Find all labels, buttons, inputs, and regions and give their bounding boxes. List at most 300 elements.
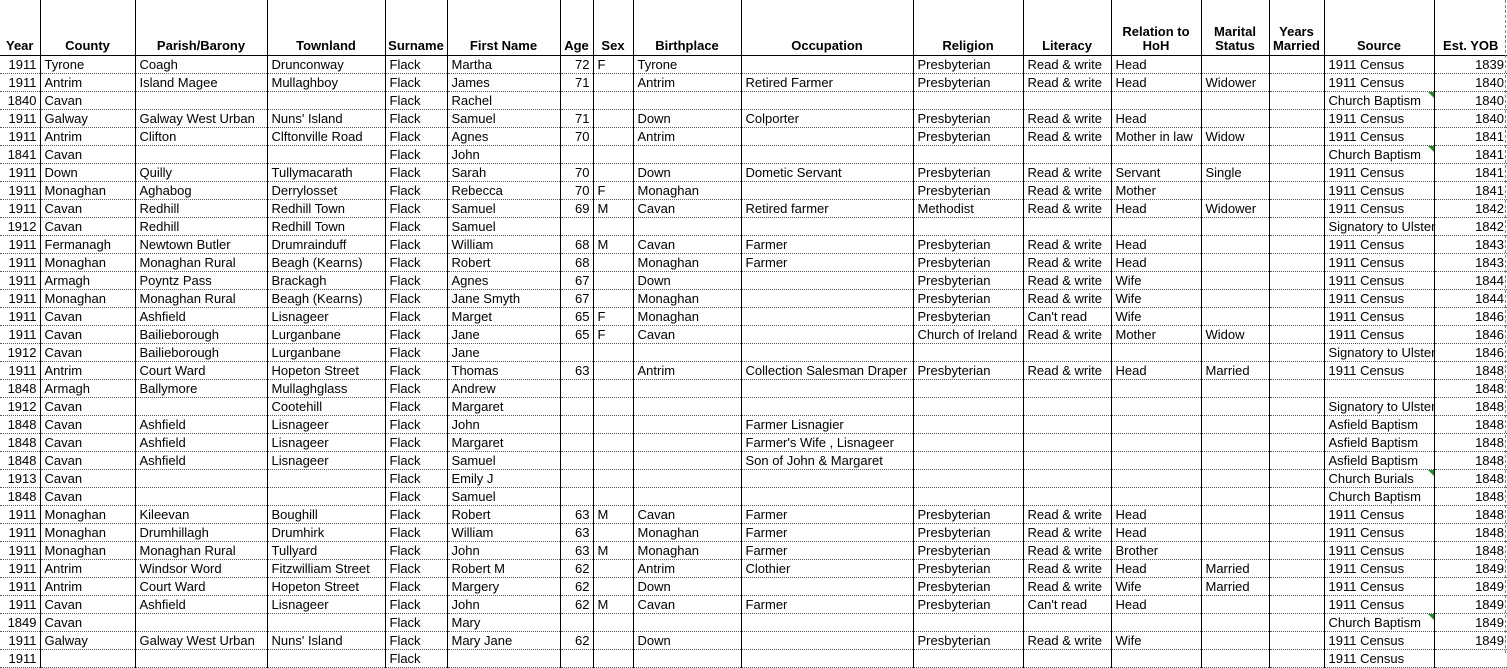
- cell-surname[interactable]: Flack: [385, 308, 447, 326]
- cell-parish-barony[interactable]: [135, 470, 267, 488]
- cell-occupation[interactable]: Retired farmer: [741, 200, 913, 218]
- cell-religion[interactable]: Presbyterian: [913, 236, 1023, 254]
- cell-est-yob[interactable]: 1846: [1434, 344, 1507, 362]
- column-header-parish-barony[interactable]: Parish/Barony: [135, 0, 267, 56]
- cell-years-married[interactable]: [1269, 254, 1324, 272]
- cell-religion[interactable]: Presbyterian: [913, 632, 1023, 650]
- cell-surname[interactable]: Flack: [385, 452, 447, 470]
- cell-sex[interactable]: [593, 452, 633, 470]
- cell-est-yob[interactable]: 1841: [1434, 182, 1507, 200]
- cell-first-name[interactable]: Samuel: [447, 488, 560, 506]
- cell-years-married[interactable]: [1269, 146, 1324, 164]
- cell-sex[interactable]: [593, 74, 633, 92]
- cell-literacy[interactable]: Read & write: [1023, 128, 1111, 146]
- cell-first-name[interactable]: Margaret: [447, 434, 560, 452]
- cell-birthplace[interactable]: [633, 614, 741, 632]
- cell-surname[interactable]: Flack: [385, 254, 447, 272]
- cell-birthplace[interactable]: [633, 416, 741, 434]
- cell-age[interactable]: [560, 434, 593, 452]
- column-header-year[interactable]: Year: [0, 0, 40, 56]
- cell-first-name[interactable]: [447, 650, 560, 668]
- cell-parish-barony[interactable]: Monaghan Rural: [135, 254, 267, 272]
- cell-surname[interactable]: Flack: [385, 362, 447, 380]
- cell-est-yob[interactable]: 1844: [1434, 272, 1507, 290]
- cell-est-yob[interactable]: 1848: [1434, 506, 1507, 524]
- cell-sex[interactable]: [593, 344, 633, 362]
- cell-county[interactable]: Cavan: [40, 452, 135, 470]
- cell-religion[interactable]: [913, 398, 1023, 416]
- cell-occupation[interactable]: [741, 650, 913, 668]
- cell-townland[interactable]: Beagh (Kearns): [267, 254, 385, 272]
- cell-birthplace[interactable]: Monaghan: [633, 182, 741, 200]
- cell-years-married[interactable]: [1269, 560, 1324, 578]
- cell-parish-barony[interactable]: Galway West Urban: [135, 632, 267, 650]
- cell-years-married[interactable]: [1269, 200, 1324, 218]
- cell-townland[interactable]: Boughill: [267, 506, 385, 524]
- cell-surname[interactable]: Flack: [385, 398, 447, 416]
- cell-relation-to-hoh[interactable]: Head: [1111, 506, 1201, 524]
- cell-birthplace[interactable]: Monaghan: [633, 542, 741, 560]
- cell-townland[interactable]: Lisnageer: [267, 452, 385, 470]
- cell-marital-status[interactable]: Widow: [1201, 326, 1269, 344]
- cell-occupation[interactable]: [741, 128, 913, 146]
- cell-surname[interactable]: Flack: [385, 560, 447, 578]
- column-header-literacy[interactable]: Literacy: [1023, 0, 1111, 56]
- cell-first-name[interactable]: Agnes: [447, 272, 560, 290]
- cell-townland[interactable]: Drumhirk: [267, 524, 385, 542]
- column-header-birthplace[interactable]: Birthplace: [633, 0, 741, 56]
- cell-occupation[interactable]: Farmer: [741, 254, 913, 272]
- column-header-religion[interactable]: Religion: [913, 0, 1023, 56]
- cell-birthplace[interactable]: Antrim: [633, 74, 741, 92]
- cell-birthplace[interactable]: Cavan: [633, 326, 741, 344]
- cell-est-yob[interactable]: 1848: [1434, 434, 1507, 452]
- cell-year[interactable]: 1912: [0, 344, 40, 362]
- cell-first-name[interactable]: Emily J: [447, 470, 560, 488]
- cell-birthplace[interactable]: [633, 380, 741, 398]
- cell-source[interactable]: Church Baptism: [1324, 146, 1434, 164]
- cell-age[interactable]: 70: [560, 182, 593, 200]
- cell-marital-status[interactable]: [1201, 470, 1269, 488]
- cell-source[interactable]: 1911 Census: [1324, 164, 1434, 182]
- cell-parish-barony[interactable]: Aghabog: [135, 182, 267, 200]
- cell-relation-to-hoh[interactable]: [1111, 218, 1201, 236]
- cell-literacy[interactable]: [1023, 218, 1111, 236]
- cell-sex[interactable]: F: [593, 326, 633, 344]
- cell-relation-to-hoh[interactable]: Head: [1111, 56, 1201, 74]
- cell-relation-to-hoh[interactable]: [1111, 416, 1201, 434]
- cell-age[interactable]: 68: [560, 254, 593, 272]
- cell-literacy[interactable]: Read & write: [1023, 578, 1111, 596]
- cell-first-name[interactable]: Martha: [447, 56, 560, 74]
- cell-est-yob[interactable]: 1848: [1434, 362, 1507, 380]
- cell-year[interactable]: 1911: [0, 524, 40, 542]
- cell-literacy[interactable]: [1023, 650, 1111, 668]
- cell-county[interactable]: Cavan: [40, 614, 135, 632]
- cell-source[interactable]: 1911 Census: [1324, 272, 1434, 290]
- cell-est-yob[interactable]: 1844: [1434, 290, 1507, 308]
- cell-years-married[interactable]: [1269, 326, 1324, 344]
- cell-age[interactable]: [560, 92, 593, 110]
- cell-est-yob[interactable]: 1849: [1434, 632, 1507, 650]
- cell-marital-status[interactable]: [1201, 380, 1269, 398]
- cell-literacy[interactable]: [1023, 344, 1111, 362]
- cell-birthplace[interactable]: Monaghan: [633, 308, 741, 326]
- cell-age[interactable]: 62: [560, 632, 593, 650]
- cell-relation-to-hoh[interactable]: Servant: [1111, 164, 1201, 182]
- cell-literacy[interactable]: Read & write: [1023, 362, 1111, 380]
- cell-sex[interactable]: F: [593, 182, 633, 200]
- cell-literacy[interactable]: [1023, 380, 1111, 398]
- cell-source[interactable]: 1911 Census: [1324, 254, 1434, 272]
- cell-marital-status[interactable]: [1201, 398, 1269, 416]
- cell-years-married[interactable]: [1269, 236, 1324, 254]
- cell-birthplace[interactable]: [633, 398, 741, 416]
- cell-first-name[interactable]: Samuel: [447, 200, 560, 218]
- cell-religion[interactable]: [913, 380, 1023, 398]
- column-header-sex[interactable]: Sex: [593, 0, 633, 56]
- cell-sex[interactable]: [593, 254, 633, 272]
- cell-surname[interactable]: Flack: [385, 236, 447, 254]
- cell-age[interactable]: [560, 380, 593, 398]
- cell-year[interactable]: 1911: [0, 74, 40, 92]
- cell-county[interactable]: Monaghan: [40, 506, 135, 524]
- cell-sex[interactable]: M: [593, 506, 633, 524]
- cell-relation-to-hoh[interactable]: Wife: [1111, 308, 1201, 326]
- cell-marital-status[interactable]: [1201, 614, 1269, 632]
- cell-county[interactable]: Cavan: [40, 218, 135, 236]
- cell-literacy[interactable]: Read & write: [1023, 506, 1111, 524]
- cell-townland[interactable]: [267, 146, 385, 164]
- cell-year[interactable]: 1911: [0, 560, 40, 578]
- cell-marital-status[interactable]: [1201, 542, 1269, 560]
- cell-literacy[interactable]: Read & write: [1023, 524, 1111, 542]
- cell-est-yob[interactable]: 1842: [1434, 218, 1507, 236]
- cell-marital-status[interactable]: [1201, 344, 1269, 362]
- cell-marital-status[interactable]: Widower: [1201, 200, 1269, 218]
- cell-year[interactable]: 1913: [0, 470, 40, 488]
- cell-occupation[interactable]: Farmer: [741, 236, 913, 254]
- cell-source[interactable]: Asfield Baptism: [1324, 452, 1434, 470]
- cell-years-married[interactable]: [1269, 632, 1324, 650]
- cell-literacy[interactable]: Read & write: [1023, 272, 1111, 290]
- cell-occupation[interactable]: [741, 488, 913, 506]
- cell-county[interactable]: Cavan: [40, 200, 135, 218]
- cell-sex[interactable]: [593, 146, 633, 164]
- cell-marital-status[interactable]: [1201, 182, 1269, 200]
- cell-years-married[interactable]: [1269, 434, 1324, 452]
- cell-townland[interactable]: Lisnageer: [267, 434, 385, 452]
- cell-sex[interactable]: M: [593, 200, 633, 218]
- cell-source[interactable]: Signatory to Ulster: [1324, 218, 1434, 236]
- cell-year[interactable]: 1911: [0, 236, 40, 254]
- cell-county[interactable]: Cavan: [40, 434, 135, 452]
- cell-first-name[interactable]: William: [447, 236, 560, 254]
- cell-county[interactable]: Monaghan: [40, 542, 135, 560]
- cell-age[interactable]: 71: [560, 74, 593, 92]
- cell-county[interactable]: Cavan: [40, 92, 135, 110]
- cell-est-yob[interactable]: 1841: [1434, 146, 1507, 164]
- cell-year[interactable]: 1841: [0, 146, 40, 164]
- cell-surname[interactable]: Flack: [385, 146, 447, 164]
- cell-townland[interactable]: Tullymacarath: [267, 164, 385, 182]
- cell-literacy[interactable]: Read & write: [1023, 236, 1111, 254]
- cell-year[interactable]: 1911: [0, 578, 40, 596]
- cell-first-name[interactable]: Marget: [447, 308, 560, 326]
- cell-age[interactable]: [560, 344, 593, 362]
- cell-source[interactable]: Church Baptism: [1324, 614, 1434, 632]
- cell-age[interactable]: 67: [560, 272, 593, 290]
- cell-est-yob[interactable]: 1848: [1434, 452, 1507, 470]
- cell-years-married[interactable]: [1269, 272, 1324, 290]
- cell-est-yob[interactable]: 1840: [1434, 92, 1507, 110]
- cell-sex[interactable]: [593, 416, 633, 434]
- cell-townland[interactable]: Clftonville Road: [267, 128, 385, 146]
- cell-occupation[interactable]: [741, 344, 913, 362]
- cell-religion[interactable]: [913, 614, 1023, 632]
- cell-religion[interactable]: Presbyterian: [913, 110, 1023, 128]
- cell-religion[interactable]: Presbyterian: [913, 290, 1023, 308]
- cell-surname[interactable]: Flack: [385, 470, 447, 488]
- cell-age[interactable]: [560, 398, 593, 416]
- cell-marital-status[interactable]: Single: [1201, 164, 1269, 182]
- cell-county[interactable]: Armagh: [40, 272, 135, 290]
- cell-est-yob[interactable]: [1434, 650, 1507, 668]
- cell-relation-to-hoh[interactable]: [1111, 146, 1201, 164]
- cell-townland[interactable]: [267, 470, 385, 488]
- cell-literacy[interactable]: [1023, 470, 1111, 488]
- cell-occupation[interactable]: Farmer: [741, 542, 913, 560]
- cell-year[interactable]: 1848: [0, 416, 40, 434]
- cell-religion[interactable]: [913, 488, 1023, 506]
- cell-occupation[interactable]: Clothier: [741, 560, 913, 578]
- cell-county[interactable]: Cavan: [40, 308, 135, 326]
- cell-religion[interactable]: Presbyterian: [913, 362, 1023, 380]
- cell-years-married[interactable]: [1269, 308, 1324, 326]
- cell-first-name[interactable]: Samuel: [447, 110, 560, 128]
- cell-marital-status[interactable]: [1201, 488, 1269, 506]
- cell-townland[interactable]: Fitzwilliam Street: [267, 560, 385, 578]
- cell-est-yob[interactable]: 1846: [1434, 326, 1507, 344]
- cell-source[interactable]: Church Baptism: [1324, 488, 1434, 506]
- cell-literacy[interactable]: Read & write: [1023, 74, 1111, 92]
- cell-source[interactable]: 1911 Census: [1324, 236, 1434, 254]
- cell-source[interactable]: [1324, 380, 1434, 398]
- cell-surname[interactable]: Flack: [385, 290, 447, 308]
- cell-source[interactable]: 1911 Census: [1324, 110, 1434, 128]
- cell-first-name[interactable]: Robert: [447, 254, 560, 272]
- cell-relation-to-hoh[interactable]: [1111, 452, 1201, 470]
- cell-years-married[interactable]: [1269, 92, 1324, 110]
- cell-parish-barony[interactable]: Ashfield: [135, 596, 267, 614]
- cell-sex[interactable]: [593, 218, 633, 236]
- cell-surname[interactable]: Flack: [385, 632, 447, 650]
- cell-first-name[interactable]: Rachel: [447, 92, 560, 110]
- cell-sex[interactable]: M: [593, 236, 633, 254]
- cell-marital-status[interactable]: [1201, 254, 1269, 272]
- cell-est-yob[interactable]: 1849: [1434, 596, 1507, 614]
- cell-year[interactable]: 1911: [0, 650, 40, 668]
- cell-age[interactable]: [560, 650, 593, 668]
- cell-first-name[interactable]: Jane: [447, 344, 560, 362]
- cell-est-yob[interactable]: 1848: [1434, 542, 1507, 560]
- cell-surname[interactable]: Flack: [385, 164, 447, 182]
- cell-relation-to-hoh[interactable]: [1111, 92, 1201, 110]
- cell-occupation[interactable]: [741, 308, 913, 326]
- cell-sex[interactable]: [593, 290, 633, 308]
- cell-county[interactable]: Cavan: [40, 470, 135, 488]
- column-header-source[interactable]: Source: [1324, 0, 1434, 56]
- cell-year[interactable]: 1848: [0, 452, 40, 470]
- cell-parish-barony[interactable]: Ballymore: [135, 380, 267, 398]
- cell-religion[interactable]: Presbyterian: [913, 164, 1023, 182]
- cell-county[interactable]: [40, 650, 135, 668]
- cell-surname[interactable]: Flack: [385, 524, 447, 542]
- cell-parish-barony[interactable]: Clifton: [135, 128, 267, 146]
- cell-occupation[interactable]: [741, 470, 913, 488]
- cell-marital-status[interactable]: [1201, 236, 1269, 254]
- column-header-years-married[interactable]: Years Married: [1269, 0, 1324, 56]
- cell-est-yob[interactable]: 1840: [1434, 110, 1507, 128]
- column-header-est-yob[interactable]: Est. YOB: [1434, 0, 1507, 56]
- cell-age[interactable]: [560, 218, 593, 236]
- cell-years-married[interactable]: [1269, 344, 1324, 362]
- cell-birthplace[interactable]: [633, 488, 741, 506]
- cell-literacy[interactable]: Read & write: [1023, 164, 1111, 182]
- cell-occupation[interactable]: [741, 614, 913, 632]
- column-header-townland[interactable]: Townland: [267, 0, 385, 56]
- cell-literacy[interactable]: Read & write: [1023, 254, 1111, 272]
- cell-first-name[interactable]: Robert: [447, 506, 560, 524]
- cell-surname[interactable]: Flack: [385, 182, 447, 200]
- cell-relation-to-hoh[interactable]: [1111, 614, 1201, 632]
- cell-marital-status[interactable]: [1201, 524, 1269, 542]
- cell-religion[interactable]: [913, 452, 1023, 470]
- cell-county[interactable]: Armagh: [40, 380, 135, 398]
- cell-marital-status[interactable]: [1201, 416, 1269, 434]
- cell-sex[interactable]: [593, 470, 633, 488]
- cell-source[interactable]: 1911 Census: [1324, 290, 1434, 308]
- cell-parish-barony[interactable]: [135, 650, 267, 668]
- cell-age[interactable]: 68: [560, 236, 593, 254]
- cell-birthplace[interactable]: [633, 434, 741, 452]
- cell-relation-to-hoh[interactable]: Head: [1111, 524, 1201, 542]
- cell-literacy[interactable]: Read & write: [1023, 632, 1111, 650]
- cell-marital-status[interactable]: [1201, 218, 1269, 236]
- column-header-first-name[interactable]: First Name: [447, 0, 560, 56]
- cell-years-married[interactable]: [1269, 452, 1324, 470]
- cell-first-name[interactable]: Jane Smyth: [447, 290, 560, 308]
- cell-year[interactable]: 1911: [0, 110, 40, 128]
- cell-year[interactable]: 1911: [0, 56, 40, 74]
- cell-age[interactable]: [560, 146, 593, 164]
- cell-religion[interactable]: [913, 650, 1023, 668]
- column-header-age[interactable]: Age: [560, 0, 593, 56]
- cell-relation-to-hoh[interactable]: Wife: [1111, 578, 1201, 596]
- cell-marital-status[interactable]: [1201, 596, 1269, 614]
- cell-surname[interactable]: Flack: [385, 110, 447, 128]
- cell-townland[interactable]: [267, 650, 385, 668]
- cell-birthplace[interactable]: Down: [633, 578, 741, 596]
- cell-source[interactable]: 1911 Census: [1324, 200, 1434, 218]
- cell-townland[interactable]: [267, 92, 385, 110]
- cell-literacy[interactable]: Read & write: [1023, 200, 1111, 218]
- cell-surname[interactable]: Flack: [385, 218, 447, 236]
- cell-parish-barony[interactable]: Ashfield: [135, 416, 267, 434]
- cell-relation-to-hoh[interactable]: [1111, 344, 1201, 362]
- cell-religion[interactable]: Presbyterian: [913, 596, 1023, 614]
- cell-first-name[interactable]: Margery: [447, 578, 560, 596]
- cell-year[interactable]: 1840: [0, 92, 40, 110]
- cell-townland[interactable]: [267, 488, 385, 506]
- cell-sex[interactable]: [593, 650, 633, 668]
- cell-est-yob[interactable]: 1840: [1434, 74, 1507, 92]
- cell-years-married[interactable]: [1269, 128, 1324, 146]
- cell-source[interactable]: Signatory to Ulster: [1324, 398, 1434, 416]
- cell-sex[interactable]: [593, 362, 633, 380]
- cell-literacy[interactable]: [1023, 434, 1111, 452]
- cell-county[interactable]: Tyrone: [40, 56, 135, 74]
- cell-est-yob[interactable]: 1841: [1434, 128, 1507, 146]
- cell-sex[interactable]: [593, 398, 633, 416]
- cell-age[interactable]: 70: [560, 128, 593, 146]
- cell-years-married[interactable]: [1269, 596, 1324, 614]
- cell-townland[interactable]: Tullyard: [267, 542, 385, 560]
- cell-birthplace[interactable]: Monaghan: [633, 254, 741, 272]
- cell-est-yob[interactable]: 1848: [1434, 380, 1507, 398]
- cell-marital-status[interactable]: Widower: [1201, 74, 1269, 92]
- cell-relation-to-hoh[interactable]: Wife: [1111, 272, 1201, 290]
- cell-birthplace[interactable]: [633, 146, 741, 164]
- cell-parish-barony[interactable]: Ashfield: [135, 434, 267, 452]
- cell-age[interactable]: [560, 470, 593, 488]
- cell-parish-barony[interactable]: Monaghan Rural: [135, 290, 267, 308]
- cell-year[interactable]: 1912: [0, 218, 40, 236]
- cell-relation-to-hoh[interactable]: Mother: [1111, 182, 1201, 200]
- cell-est-yob[interactable]: 1848: [1434, 416, 1507, 434]
- cell-year[interactable]: 1911: [0, 506, 40, 524]
- cell-birthplace[interactable]: Antrim: [633, 560, 741, 578]
- cell-surname[interactable]: Flack: [385, 596, 447, 614]
- cell-est-yob[interactable]: 1843: [1434, 236, 1507, 254]
- cell-townland[interactable]: Mullaghglass: [267, 380, 385, 398]
- cell-est-yob[interactable]: 1842: [1434, 200, 1507, 218]
- cell-townland[interactable]: Drunconway: [267, 56, 385, 74]
- cell-parish-barony[interactable]: Monaghan Rural: [135, 542, 267, 560]
- cell-marital-status[interactable]: [1201, 434, 1269, 452]
- cell-sex[interactable]: [593, 380, 633, 398]
- cell-county[interactable]: Antrim: [40, 560, 135, 578]
- cell-relation-to-hoh[interactable]: [1111, 488, 1201, 506]
- cell-religion[interactable]: [913, 470, 1023, 488]
- cell-relation-to-hoh[interactable]: [1111, 650, 1201, 668]
- cell-townland[interactable]: Cootehill: [267, 398, 385, 416]
- cell-parish-barony[interactable]: [135, 488, 267, 506]
- cell-est-yob[interactable]: 1849: [1434, 560, 1507, 578]
- cell-first-name[interactable]: John: [447, 416, 560, 434]
- cell-county[interactable]: Cavan: [40, 596, 135, 614]
- cell-sex[interactable]: [593, 632, 633, 650]
- cell-religion[interactable]: [913, 218, 1023, 236]
- cell-religion[interactable]: Presbyterian: [913, 128, 1023, 146]
- cell-parish-barony[interactable]: Ashfield: [135, 308, 267, 326]
- cell-years-married[interactable]: [1269, 182, 1324, 200]
- cell-townland[interactable]: Lurganbane: [267, 344, 385, 362]
- cell-source[interactable]: 1911 Census: [1324, 542, 1434, 560]
- cell-parish-barony[interactable]: [135, 146, 267, 164]
- cell-birthplace[interactable]: Cavan: [633, 200, 741, 218]
- cell-marital-status[interactable]: [1201, 146, 1269, 164]
